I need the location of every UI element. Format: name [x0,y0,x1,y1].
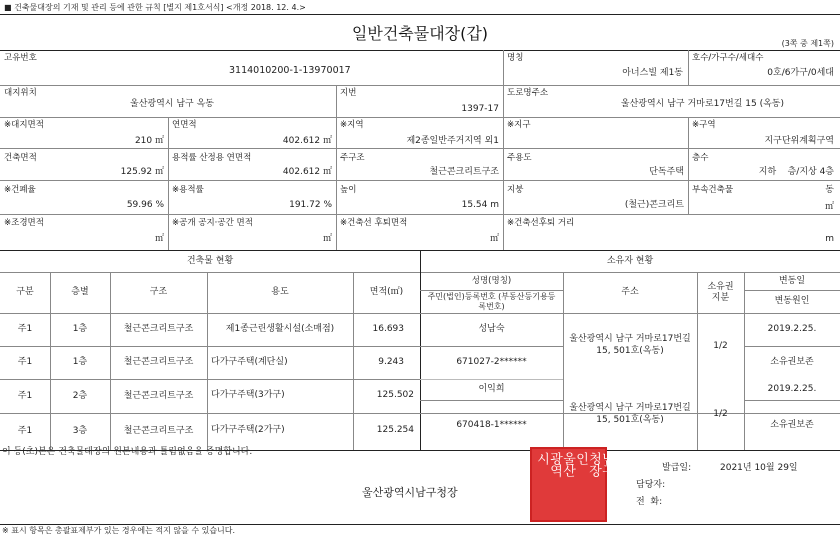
main-use-value: 단독주택 [649,167,684,177]
setback-area-label: ※건축선 후퇴면적 [340,218,408,228]
site-label: 대지위치 [4,88,37,98]
public-space-value: ㎡ [322,234,332,244]
unique-no-value: 3114010200-1-13970017 [229,65,351,76]
owner-share: 1/2 [713,409,728,420]
bcr-label: ※건폐율 [4,185,36,195]
landscape-label: ※조경면적 [4,218,44,228]
bcr-value: 59.96 % [126,200,164,210]
far-area-label: 용적률 산정용 연면적 [172,153,252,163]
divider [688,50,689,85]
change-cause: 소유권보존 [770,419,814,430]
table-cell: 철근콘크리트구조 [123,324,194,335]
owner-id: 670418-1****** [456,419,527,430]
col-change-date: 변동일 [778,275,806,286]
table-cell: 9.243 [378,357,404,367]
annex-label: 부속건축물 [692,185,734,195]
floors-label: 층수 [692,153,709,163]
floors-value: 지하 층/지상 4층 [758,167,834,177]
table-cell: 125.502 [376,390,414,400]
building-area-label: 건축면적 [4,153,37,163]
issuer-name: 울산광역시남구청장 [362,486,458,499]
col-owner-name: 성명(명칭) [471,275,512,286]
col-area: 면적(㎡) [369,287,404,298]
divider [336,85,337,117]
divider [0,524,840,525]
far-area-value: 402.612 ㎡ [282,167,332,177]
change-date: 2019.2.25. [767,324,817,335]
annex-area-unit: ㎡ [824,202,834,212]
units-label: 호수/가구수/세대수 [692,53,764,63]
table-cell: 주1 [17,426,33,437]
document-title: 일반건축물대장(갑) [351,24,489,43]
col-division: 구분 [16,287,34,298]
area-label: ※구역 [692,120,716,130]
change-cause: 소유권보존 [770,357,814,368]
area-value: 지구단위계획구역 [764,136,834,146]
table-cell: 주1 [17,324,33,335]
divider [0,117,840,118]
table-cell: 철근콘크리트구조 [123,390,194,401]
road-address-label: 도로명주소 [507,88,549,98]
structure-label: 주구조 [340,153,365,163]
seal-text: 남구청장인 [573,452,614,476]
structure-value: 철근콘크리트구조 [429,167,499,177]
site-value: 울산광역시 남구 옥동 [130,99,214,109]
divider [0,14,840,15]
setback-distance-value: m [825,234,834,244]
road-address-value: 울산광역시 남구 거마로17번길 15 (옥동) [620,99,784,109]
zone-value: 제2종일반주거지역 외1 [406,136,499,146]
table-cell: 1층 [72,324,88,335]
landscape-value: ㎡ [154,234,164,244]
far-label: ※용적률 [172,185,204,195]
divider [0,214,840,215]
footnote: ※ 표시 항목은 총괄표제부가 있는 경우에는 적지 않을 수 있습니다. [2,526,236,535]
col-share: 소유권 지분 [707,281,734,303]
divider [168,117,169,250]
divider [0,180,840,181]
page-info: (3쪽 중 제1쪽) [781,39,834,48]
table-cell: 16.693 [372,324,404,334]
far-value: 191.72 % [289,200,332,210]
building-area-value: 125.92 ㎡ [120,167,164,177]
setback-area-value: ㎡ [489,234,499,244]
table-border-top [0,50,840,51]
phone-label: 전 화: [636,497,663,507]
floor-area-value: 402.612 ㎡ [282,136,332,146]
table-cell: 2층 [72,390,88,401]
divider [503,85,504,117]
col-structure: 구조 [149,287,168,298]
lot-value: 1397-17 [461,104,499,114]
unique-no-label: 고유번호 [4,53,37,63]
change-date: 2019.2.25. [767,384,817,395]
divider [503,50,504,85]
land-area-label: ※대지면적 [4,120,44,130]
seal-text: 울산광역시 [534,452,575,476]
name-label: 명칭 [507,53,524,63]
owner-share: 1/2 [713,340,728,351]
contact-label: 담당자: [636,480,666,490]
annex-count-unit: 동 [825,185,834,195]
divider [0,85,840,86]
roof-label: 지붕 [507,185,524,195]
name-value: 아너스빌 제1동 [622,68,683,78]
owner-name: 이익희 [478,384,505,395]
main-use-label: 주용도 [507,153,532,163]
col-change-cause: 변동원인 [774,296,810,307]
divider [336,117,337,250]
owner-address: 울산광역시 남구 거마로17번길 15, 501호(옥동) [569,334,691,356]
certification-text: 이 등(초)본은 건축물대장의 원본내용과 틀림없음을 증명합니다. [2,447,253,457]
col-owner-id: 주민(법인)등록번호 (부동산등기용등록번호) [427,292,556,311]
building-status-heading: 건축물 현황 [186,255,234,266]
col-floor: 층별 [71,287,89,298]
table-cell: 철근콘크리트구조 [123,426,194,437]
table-cell: 1층 [72,357,88,368]
owner-name: 성남숙 [478,324,505,335]
height-value: 15.54 m [461,200,499,210]
owner-address: 울산광역시 남구 거마로17번길 15, 501호(옥동) [569,402,691,425]
public-space-label: ※공개 공지·공간 면적 [172,218,253,228]
zone-label: ※지역 [340,120,364,130]
issue-date-value: 2021년 10월 29일 [720,463,798,473]
units-value: 0호/6가구/0세대 [767,68,834,78]
owner-status-heading: 소유자 현황 [606,255,654,266]
divider [688,117,689,214]
table-cell: 제1종근린생활시설(소매점) [225,324,335,335]
divider [0,148,840,149]
lot-label: 지번 [340,88,357,98]
table-cell: 다가구주택(3가구) [211,390,285,400]
issue-date-label: 발급일: [662,463,692,473]
district-label: ※지구 [507,120,531,130]
col-address: 주소 [621,287,639,298]
table-cell: 주1 [17,357,33,368]
divider [503,117,504,250]
setback-distance-label: ※건축선후퇴 거리 [507,218,575,228]
table-cell: 3층 [72,426,88,437]
table-cell: 철근콘크리트구조 [123,357,194,368]
land-area-value: 210 ㎡ [134,136,164,146]
floor-area-label: 연면적 [172,120,197,130]
form-reference-note: ■ 건축물대장의 기재 및 관리 등에 관한 규칙 [별지 제1호서식] <개정 2018. 12. 4.> [4,3,306,12]
owner-id: 671027-2****** [456,357,527,368]
table-cell: 125.254 [376,425,414,435]
height-label: 높이 [340,185,357,195]
table-cell: 다가구주택(계단실) [211,357,288,367]
table-cell: 다가구주택(2가구) [211,425,285,435]
col-use: 용도 [271,287,289,298]
official-seal [530,447,614,522]
table-cell: 주1 [17,390,33,401]
roof-value: (철근)콘크리트 [624,200,684,210]
